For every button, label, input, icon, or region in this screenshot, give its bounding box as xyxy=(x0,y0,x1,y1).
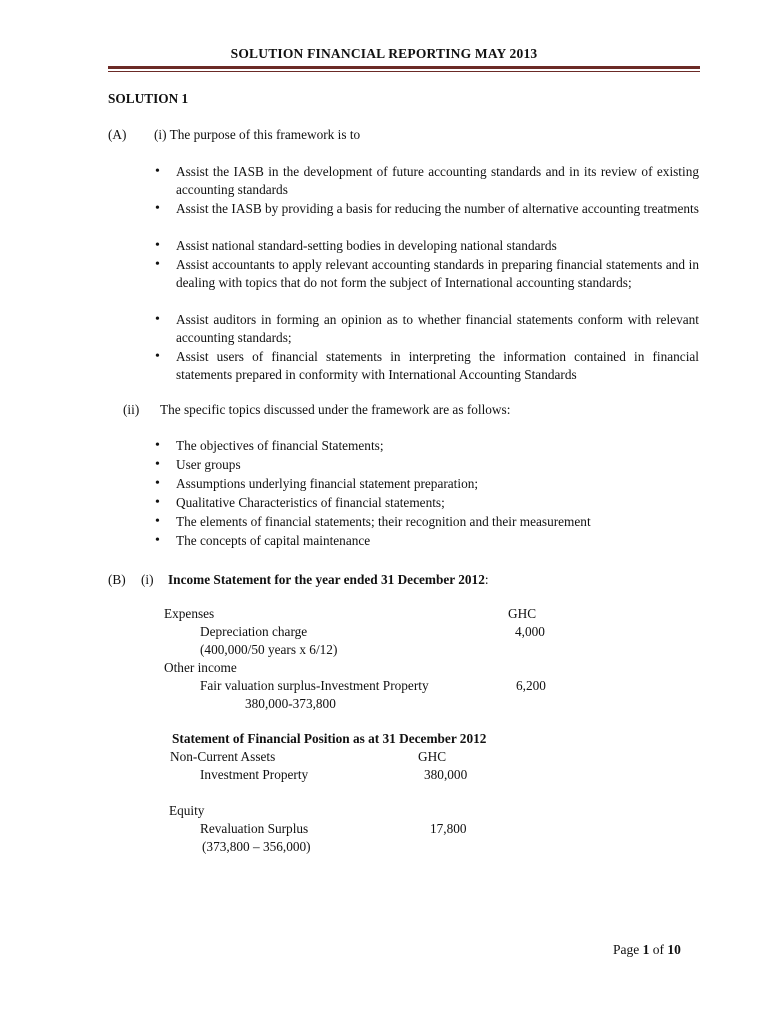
fair-value-calc: 380,000-373,800 xyxy=(245,696,336,711)
of-word: of xyxy=(649,942,668,957)
sfp-currency-label: GHC xyxy=(418,749,447,764)
page-word: Page xyxy=(613,942,643,957)
other-income-label: Other income xyxy=(164,660,237,675)
list-item: • The concepts of capital maintenance xyxy=(152,532,699,550)
depreciation-value: 4,000 xyxy=(515,624,545,639)
investment-property-value: 380,000 xyxy=(424,767,468,782)
topics-list xyxy=(152,437,699,550)
list-item: • Assist users of financial statements in interpreting the information contained in financial statements prepared in conformity with International Accounting Standards xyxy=(152,348,699,384)
expenses-label: Expenses xyxy=(164,606,215,621)
page-total: 10 xyxy=(667,942,681,957)
solution-heading: SOLUTION 1 xyxy=(108,91,189,106)
page-header-title: SOLUTION FINANCIAL REPORTING MAY 2013 xyxy=(230,46,538,61)
list-item: • User groups xyxy=(152,456,699,474)
part-a-label: (A) xyxy=(108,127,127,142)
header-rule-thick xyxy=(108,66,700,69)
purpose-list xyxy=(152,163,699,384)
part-a-sub-ii-text: The specific topics discussed under the framework are as follows: xyxy=(160,402,511,417)
currency-label: GHC xyxy=(508,606,537,621)
list-item: • Assist auditors in forming an opinion as to whether financial statements conform with relevant accounting standards; xyxy=(152,311,699,347)
fair-value-label: Fair valuation surplus-Investment Property xyxy=(200,678,429,693)
non-current-assets-label: Non-Current Assets xyxy=(170,749,276,764)
part-a-sub-ii-label: (ii) xyxy=(123,402,140,417)
income-statement-title-text: Income Statement for the year ended 31 December 2012 xyxy=(168,572,485,587)
investment-property-label: Investment Property xyxy=(200,767,309,782)
list-item: • The objectives of financial Statements; xyxy=(152,437,699,455)
equity-label: Equity xyxy=(169,803,205,818)
fair-value-value: 6,200 xyxy=(516,678,546,693)
list-item: • Assist national standard-setting bodies in developing national standards xyxy=(152,237,699,255)
revaluation-calc: (373,800 – 356,000) xyxy=(202,839,311,854)
list-item: • Assist the IASB by providing a basis for reducing the number of alternative accounting treatments xyxy=(152,200,699,236)
income-statement-title xyxy=(168,572,489,588)
page-footer xyxy=(613,942,681,958)
depreciation-label: Depreciation charge xyxy=(200,624,308,639)
part-a-sub-i: (i) The purpose of this framework is to xyxy=(154,127,361,142)
list-item: • Assumptions underlying financial statement preparation; xyxy=(152,475,699,493)
list-item: • Assist the IASB in the development of future accounting standards and in its review of existing accounting standards xyxy=(152,163,699,199)
revaluation-surplus-value: 17,800 xyxy=(430,821,467,836)
sfp-title: Statement of Financial Position as at 31 December 2012 xyxy=(172,731,487,746)
revaluation-surplus-label: Revaluation Surplus xyxy=(200,821,309,836)
list-item: • The elements of financial statements; their recognition and their measurement xyxy=(152,513,699,531)
depreciation-calc: (400,000/50 years x 6/12) xyxy=(200,642,338,657)
part-b-label: (B) xyxy=(108,572,126,587)
page-number: 1 xyxy=(642,942,650,957)
list-item: • Qualitative Characteristics of financial statements; xyxy=(152,494,699,512)
header-rule-thin xyxy=(108,71,700,72)
list-item: • Assist accountants to apply relevant accounting standards in preparing financial statements and in dealing with topics that do not form the subject of International accounting standards; xyxy=(152,256,699,310)
part-b-sub-label: (i) xyxy=(141,572,154,587)
income-statement-colon: : xyxy=(484,572,489,587)
